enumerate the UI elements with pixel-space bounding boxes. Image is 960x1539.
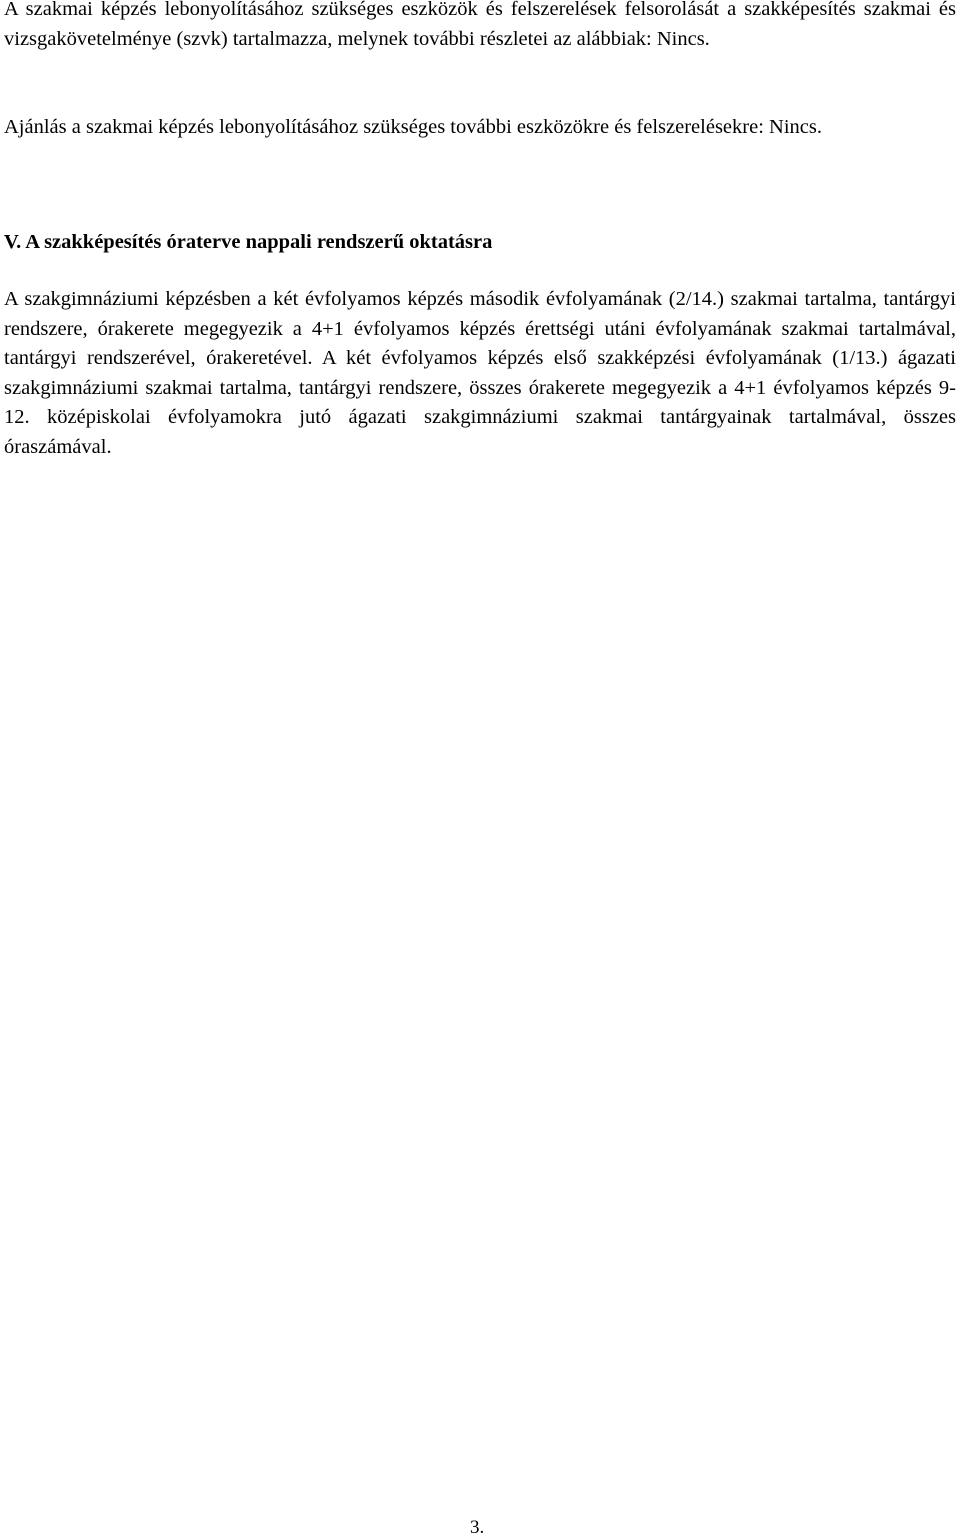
section-heading: V. A szakképesítés óraterve nappali rendszerű oktatásra [4, 231, 493, 253]
equipment-requirements-paragraph: A szakmai képzés lebonyolításához szükséges eszközök és felszerelések felsorolását a szakképesítés szakmai és vizsgakövetelménye (szvk) tartalmazza, melynek további részletei az alábbiak: Nincs. [4, 0, 956, 50]
page-number: 3. [470, 1517, 485, 1538]
equipment-recommendation-paragraph: Ajánlás a szakmai képzés lebonyolításához szükséges további eszközökre és felszerelésekre: Nincs. [4, 116, 822, 138]
curriculum-description-paragraph: A szakgimnáziumi képzésben a két évfolyamos képzés második évfolyamának (2/14.) szakmai tartalma, tantárgyi rendszere, órakerete megegyezik a 4+1 évfolyamos képzés érettségi utáni évfolyamának szakmai tartalmával, tantárgyi rendszerével, órakeretével. A két évfolyamos képzés első szakképzési évfolyamának (1/13.) ágazati szakgimnáziumi szakmai tartalma, tantárgyi rendszere, összes órakerete megegyezik a 4+1 évfolyamos képzés 9-12. középiskolai évfolyamokra jutó ágazati szakgimnáziumi szakmai tantárgyainak tartalmával, összes óraszámával. [4, 288, 956, 458]
